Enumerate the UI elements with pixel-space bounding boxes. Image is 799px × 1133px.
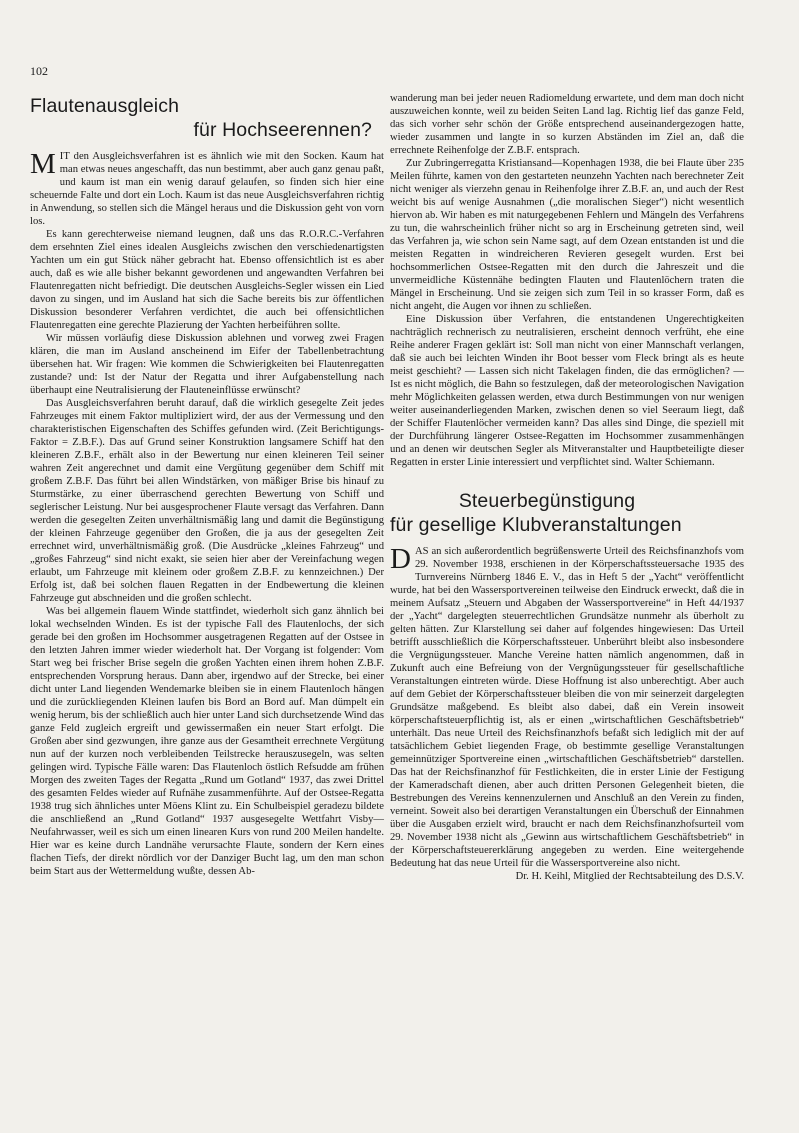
article1-paragraph: Es kann gerechterweise niemand leugnen, daß uns das R.O.R.C.-Verfahren dem ersehnten Ziel eines idealen Ausgleichs zwischen den verschiedenartigsten Yachten um ein gut Stück näher gebracht hat. Ebenso offensichtlich ist es aber auch, daß es wie alle bisher bekannt gewordenen und angewandten Verfahren bei Flautenregatten nicht befriedigt. Die deutschen Ausgleichs-Segler wissen ein Lied davon zu singen, und im Ausland hat sich die Sache bereits bis zur öffentlichen Diskussion besonderer Verfahren verdichtet, die auch bei offensichtlichen Flautenregatten eine gerechte Plazierung der Yachten herbeiführen sollte. [30,229,384,331]
article1-dropcap: M [30,148,56,180]
article1-title-line2: für Hochseerennen? [193,119,372,141]
article1-paragraph: Wir müssen vorläufig diese Diskussion ablehnen und vorweg zwei Fragen klären, die man im Ausland anscheinend im Eifer der Tabellenbetrachtung übersehen hat. Wir fragen: Wie kommen die Schwierigkeiten bei Flautenregatten zustande? und: Ist der Natur der Regatta und ihrer Aufgabenstellung nach überhaupt eine Neutralisierung der Flauteneinflüsse erwünscht? [30,333,384,396]
article1-title-line1: Flautenausgleich [30,95,180,117]
article2-signature: Dr. H. Keihl, Mitglied der Rechtsabteilung des D.S.V. [515,871,744,882]
article1-continuation: Zur Zubringerregatta Kristiansand—Kopenhagen 1938, die bei Flaute über 235 Meilen führte, kamen von den gestarteten neunzehn Yachten nach berechneter Zeit nicht weniger als vierzehn genau in Reihenfolge ihrer Z.B.F. an, und auch der Rest weicht bis auf wenige Ausnahmen („die moralischen Sieger“) nicht wesentlich hiervon ab. Wir haben es mit naturgegebenen Fehlern und Mängeln des Verfahrens zu tun, die wahrscheinlich früher nicht so arg in Erscheinung getreten sind, weil das Verfahren ja, wie schon sein Name sagt, auf dem Ozean entstanden ist und die meisten Regatten in windreicheren Revieren gesegelt wurden. Erst bei hochsommerlichen Ostsee-Regatten mit den durch die Jahreszeit und die unvermeidliche Küstennähe bedingten Flauten und Flautenlöchern traten die Mängel in Erscheinung. Und sie zeigen sich zum Teil in so krasser Form, daß es nicht angeht, die Augen vor ihnen zu schließen. [390,158,744,312]
article2-paragraph [390,545,744,870]
article2-title [390,489,744,537]
page-number: 102 [30,64,48,78]
article1-continuation: wanderung man bei jeder neuen Radiomeldung erwartete, und dem man doch nicht auszuweichen konnte, weil zu beiden Seiten Land lag. Richtig lief das ganze Feld, das sich vorher sehr schön der Größe entsprechend auseinandergezogen hatte, wieder zusammen und langte in so kurzen Abständen im Ziel an, daß die errechnete Reihenfolge der Z.B.F. entsprach. [390,93,744,156]
article1-paragraph-text: IT den Ausgleichsverfahren ist es ähnlich wie mit den Socken. Kaum hat man etwas neues angeschafft, das nun bestimmt, aber auch ganz genau paßt, und kaum ist man ein wenig darauf gelaufen, so finden sich hier eine scheuernde Falte und dort ein Loch. Kaum ist das neue Ausgleichsverfahren richtig in Anwendung, so stellen sich die Mängel heraus und die Diskussion geht von vorn los. [30,151,384,227]
article1-paragraph: Das Ausgleichsverfahren beruht darauf, daß die wirklich gesegelte Zeit jedes Fahrzeuges mit einem Faktor multipliziert wird, der aus der Vermessung und den charakteristischen Eigenschaften des Schiffes gefunden wird. (Zeit Berichtigungs-Faktor = Z.B.F.). Das auf Grund seiner Konstruktion langsamere Schiff hat den kleineren Z.B.F., erhält also in der Bewertung nur einen kleineren Teil seiner wahren Zeit angerechnet und damit eine Vergütung gegenüber dem Schiff mit großem Z.B.F. Das führt bei allen Windstärken, von mäßiger Brise bis hinauf zu Sturmstärke, zu einer überraschend gerechten Bewertung von Schiff und seglerischer Leistung. Nur bei ausgesprochener Flaute versagt das Verfahren. Dann werden die gesegelten Zeiten unverhältnismäßig lang und damit die Begünstigung der kleinen Fahrzeuge gegenüber den Großen, die ja aus der gesegelten Zeit errechnet wird, unverhältnismäßig groß. (Die Ausdrücke „kleines Fahrzeug“ und „großes Fahrzeug“ sind nicht exakt, sie seien hier aber der Vereinfachung wegen erlaubt, um Fahrzeuge mit kleinem oder großem Z.B.F. zu kennzeichnen.) Der Erfolg ist, daß bei solchen flauen Regatten in der Endbewertung die kleinen Fahrzeuge gut abschneiden und die großen schlecht. [30,398,384,604]
article1-continuation: Eine Diskussion über Verfahren, die entstandenen Ungerechtigkeiten nachträglich rechnerisch zu neutralisieren, erscheint dennoch verfrüht, ehe eine Reihe anderer Fragen geklärt ist: Soll man nicht von einer Mannschaft verlangen, daß sie auch bei leichten Winden ihr Boot besser vom Fleck bringt als es heute meist geschieht? — Lassen sich nicht Takelagen finden, die das ermöglichen? — Ist es nicht möglich, die Bahn so festzulegen, daß der meteorologischen Navigation mehr Möglichkeiten gelassen werden, etwa durch Bestimmungen von nur wenigen weiter auseinanderliegenden Marken, zwischen denen so viel Seeraum liegt, daß der Schiffer Flautenlöcher vermeiden kann? Das alles sind Dinge, die speziell mit der Durchführung längerer Ostsee-Regatten im Hochsommer zusammenhängen und an denen wir deutschen Segler als Mitveranstalter und Hauptbeteiligte dieser Regatten in erster Linie interessiert und verpflichtet sind. Walter Schiemann. [390,314,744,468]
right-column [390,92,744,883]
article2-paragraph-text: AS an sich außerordentlich begrüßenswerte Urteil des Reichsfinanzhofs vom 29. November 1938, erschienen in der Körperschaftssteuersache 1935 des Turnvereins Nürnberg 1846 E. V., das in Heft 5 der „Yacht“ veröffentlicht wurde, hat bei den Wassersportvereinen teilweise den Eindruck erweckt, daß die in meinem Aufsatz „Steuern und Abgaben der Wassersportvereine“ in Heft 44/1937 der „Yacht“ dargelegten steuerrechtlichen Grundsätze nunmehr als überholt zu gelten hätten. Zur Klarstellung sei daher auf folgendes hingewiesen: Das Urteil betrifft ausschließlich die Körperschaftssteuer. Unberührt bleibt also insbesondere die Vergnügungssteuer. Manche Vereine hatten nämlich angenommen, daß in Zukunft auch eine Befreiung von der Vergnügungssteuer für gesellschaftliche Veranstaltungen eintreten würde. Diese Hoffnung ist also unberechtigt. Aber auch auf dem Gebiet der Körperschaftssteuer bleiben die von mir seinerzeit dargelegten Grundsätze maßgebend. Es bleibt also dabei, daß ein Verein insoweit körperschaftsteuerpflichtig ist, als er einen „wirtschaftlichen Geschäftsbetrieb“ unterhält. Das neue Urteil des Reichsfinanzhofs befaßt sich lediglich mit der auf tatsächlichem Gebiet liegenden Frage, ob bestimmte gesellige Veranstaltungen gemeinnütziger Sportvereine einen „wirtschaftlichen Geschäftsbetrieb“ darstellen. Das hat der Reichsfinanzhof für Festlichkeiten, die in erster Linie der Festigung der Kameradschaft dienen, aber auch dritten Personen Gelegenheit bieten, die Bestrebungen des Vereins kennenzulernen und Anschluß an den Verein zu finden, verneint. Soweit also bei derartigen Veranstaltungen ein Überschuß der Einnahmen über die Ausgaben erzielt wird, braucht er nach dem Reichsfinanzhofsurteil vom 29. November 1938 nicht als „Gewinn aus wirtschaftlichem Geschäftsbetrieb“ in der Körperschaftsteuererklärung angegeben zu werden. Eine weitergehende Bedeutung hat das neue Urteil für die Wassersportvereine also nicht. [390,546,744,869]
left-column [30,92,384,878]
article2-title-line1: Steuerbegünstigung [458,490,636,512]
article1-title [30,92,384,142]
article1-paragraph [30,150,384,228]
article2-title-line2: für gesellige Klubveranstaltungen [390,514,682,536]
article1-paragraph: Was bei allgemein flauem Winde stattfindet, wiederholt sich ganz ähnlich bei lokal wechselnden Winden. Es ist der typische Fall des Flautenlochs, der sich gerade bei den großen im Hochsommer ausgetragenen Regatten auf der Ostsee in den letzten Jahren immer wieder wiederholt hat. Der Vorgang ist folgender: Vom Start weg bei frischer Brise segeln die großen Yachten einen ihrem hohen Z.B.F. entsprechenden Vorsprung heraus. Dann aber, irgendwo auf der Strecke, bei einer dicht unter Land liegenden Wendemarke bleiben sie in einem Flautenloch hängen und die zurückliegenden Kleinen laufen bis Bord an Bord auf. Man dümpelt ein wenig herum, bis der schließlich auch hier unter Land sich durchsetzende Wind das ganze Feld zugleich ergreift und gewissermaßen ein neuer Start erfolgt. Die Großen aber sind gezwungen, ihre ganze aus der Gesamtheit errechnete Vergütung nun auf der kurzen noch verbleibenden Teilstrecke herauszusegeln, was selten gelingen wird. Typische Fälle waren: Das Flautenloch östlich Refsudde am frühen Morgen des zweiten Tages der Regatta „Rund um Gotland“ 1937, das zwei Drittel des gesamten Feldes wieder auf Rufnähe zusammenführte. Auf der Ostsee-Regatta 1938 trug sich ähnliches unter Möens Klint zu. Ein Schulbeispiel geradezu bildete die anschließend an „Rund Gotland“ 1937 ausgesegelte Wettfahrt Visby—Neufahrwasser, weil es sich um einen linearen Kurs von rund 200 Meilen handelte. Hier war es keine durch Landnähe verursachte Flaute, sondern der Kern eines flachen Tiefs, der direkt nördlich vor der Danziger Bucht lag, um den man schon beim Start aus der Wettermeldung wußte, dessen Ab- [30,606,384,877]
article2-dropcap: D [390,543,411,575]
